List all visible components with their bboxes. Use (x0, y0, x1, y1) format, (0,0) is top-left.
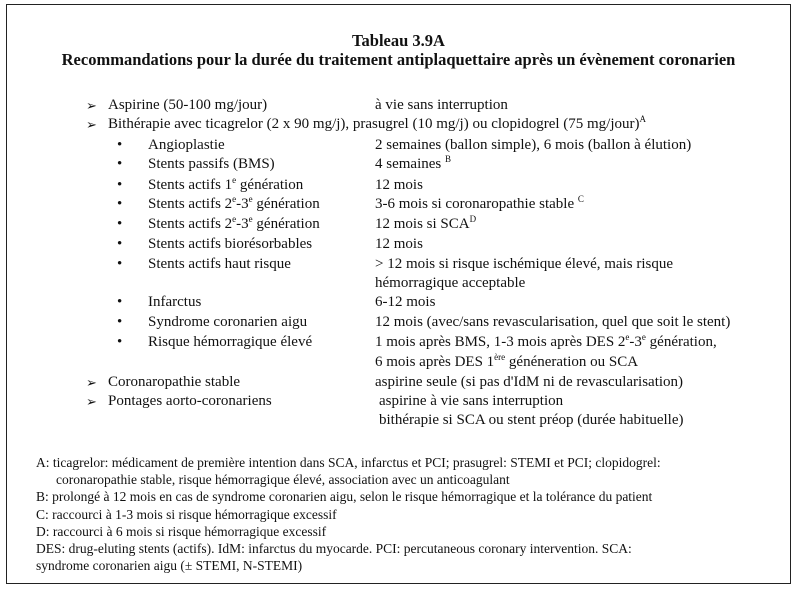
footnote-ref: D (469, 214, 477, 224)
dot-bullet-icon: • (117, 177, 123, 193)
item-label: Coronaropathie stable (108, 374, 241, 390)
arrow-bullet-icon: ➢ (86, 117, 97, 132)
item-value: 2 semaines (ballon simple), 6 mois (ballon à élution) (375, 137, 692, 153)
list-item (7, 136, 790, 155)
list-item (7, 176, 790, 195)
item-value: 4 semaines $^B$ (375, 154, 451, 172)
item-label: Angioplastie (148, 137, 225, 153)
item-label: Stents actifs 1e génération (148, 175, 304, 193)
item-label: Syndrome coronarien aigu (148, 314, 308, 330)
item-value: aspirine seule (si pas d'IdM ni de revascularisation) (375, 374, 684, 390)
item-value: aspirine à vie sans interruption (379, 393, 564, 409)
item-value: 12 mois si $SCA^D$ (375, 214, 477, 232)
table-frame (6, 4, 791, 584)
list-item (7, 96, 790, 115)
item-label: Stents actifs biorésorbables (148, 236, 313, 252)
item-value: hémorragique acceptable (375, 275, 526, 291)
list-item (7, 215, 790, 234)
item-value: 3-6 mois si coronaropathie stable $^C$ (375, 194, 584, 212)
item-value: 6-12 mois (375, 294, 436, 310)
footnotes (36, 454, 776, 574)
dot-bullet-icon: • (117, 156, 123, 172)
list-item-continuation (7, 353, 790, 372)
dot-bullet-icon: • (117, 294, 123, 310)
item-value: 12 mois (avec/sans revascularisation, quel que soit le stent) (375, 314, 731, 330)
item-label: Risque hémorragique élevé (148, 334, 313, 350)
footnote-ref: C (577, 194, 584, 204)
arrow-bullet-icon: ➢ (86, 98, 97, 113)
dot-bullet-icon: • (117, 137, 123, 153)
item-label: Pontages aorto-coronariens (108, 393, 272, 409)
dot-bullet-icon: • (117, 236, 123, 252)
footnote: C: raccourci à 1-3 mois si risque hémorragique excessif (36, 506, 337, 522)
list-item (7, 155, 790, 174)
footnote: DES: drug-eluting stents (actifs). IdM: infarctus du myocarde. PCI: percutaneous coronary intervention. SCA: syndrome coronarien aigu (± STEMI, N-STEMI) (36, 541, 632, 574)
item-value: 6 mois après DES 1ère généneration ou SCA (375, 352, 639, 370)
dot-bullet-icon: • (117, 196, 123, 212)
table-subtitle: Recommandations pour la durée du traitement antiplaquettaire après un évènement coronarien (61, 50, 736, 69)
dot-bullet-icon: • (117, 334, 123, 350)
list-item (7, 195, 790, 214)
dot-bullet-icon: • (117, 216, 123, 232)
item-value: 12 mois (375, 236, 423, 252)
item-value: à vie sans interruption (375, 97, 508, 113)
item-label: Aspirine (50-100 mg/jour) (108, 97, 268, 113)
item-label: Stents passifs (BMS) (148, 156, 275, 172)
footnote: B: prolongé à 12 mois en cas de syndrome coronarien aigu, selon le risque hémorragique et la tolérance du patient (36, 489, 653, 505)
list-item (7, 392, 790, 411)
item-label: Infarctus (148, 294, 202, 310)
item-value: 12 mois (375, 177, 423, 193)
item-label: Bithérapie avec ticagrelor (2 x 90 mg/j), prasugrel (10 mg/j) ou clopidogrel (75 mg/jour)$^A$ (108, 114, 647, 132)
item-label: Stents actifs 2e-3e génération (148, 194, 320, 212)
list-item (7, 333, 790, 352)
arrow-bullet-icon: ➢ (86, 375, 97, 390)
footnote-ref: B (444, 154, 451, 164)
list-item (7, 255, 790, 274)
list-item (7, 373, 790, 392)
list-item (7, 293, 790, 312)
list-item-continuation (7, 411, 790, 430)
list-item-continuation (7, 274, 790, 293)
list-item (7, 115, 790, 134)
footnote: D: raccourci à 6 mois si risque hémorragique excessif (36, 523, 327, 539)
footnote: A: ticagrelor: médicament de première intention dans SCA, infarctus et PCI; prasugrel: STEMI et PCI; clopidogrel: coronaropathie stable, risque hémorragique élevé, association avec un anticoagulant (36, 455, 661, 488)
dot-bullet-icon: • (117, 314, 123, 330)
arrow-bullet-icon: ➢ (86, 394, 97, 409)
item-value: > 12 mois si risque ischémique élevé, mais risque (375, 256, 673, 272)
table-title: Tableau 3.9A (352, 31, 445, 50)
item-label: Stents actifs 2e-3e génération (148, 214, 320, 232)
item-label: Stents actifs haut risque (148, 256, 291, 272)
footnote-ref: A (639, 114, 647, 124)
list-item (7, 313, 790, 332)
list-item (7, 235, 790, 254)
item-value: 1 mois après BMS, 1-3 mois après DES 2e-3e génération, (375, 332, 717, 350)
dot-bullet-icon: • (117, 256, 123, 272)
item-value: bithérapie si SCA ou stent préop (durée habituelle) (379, 412, 684, 428)
